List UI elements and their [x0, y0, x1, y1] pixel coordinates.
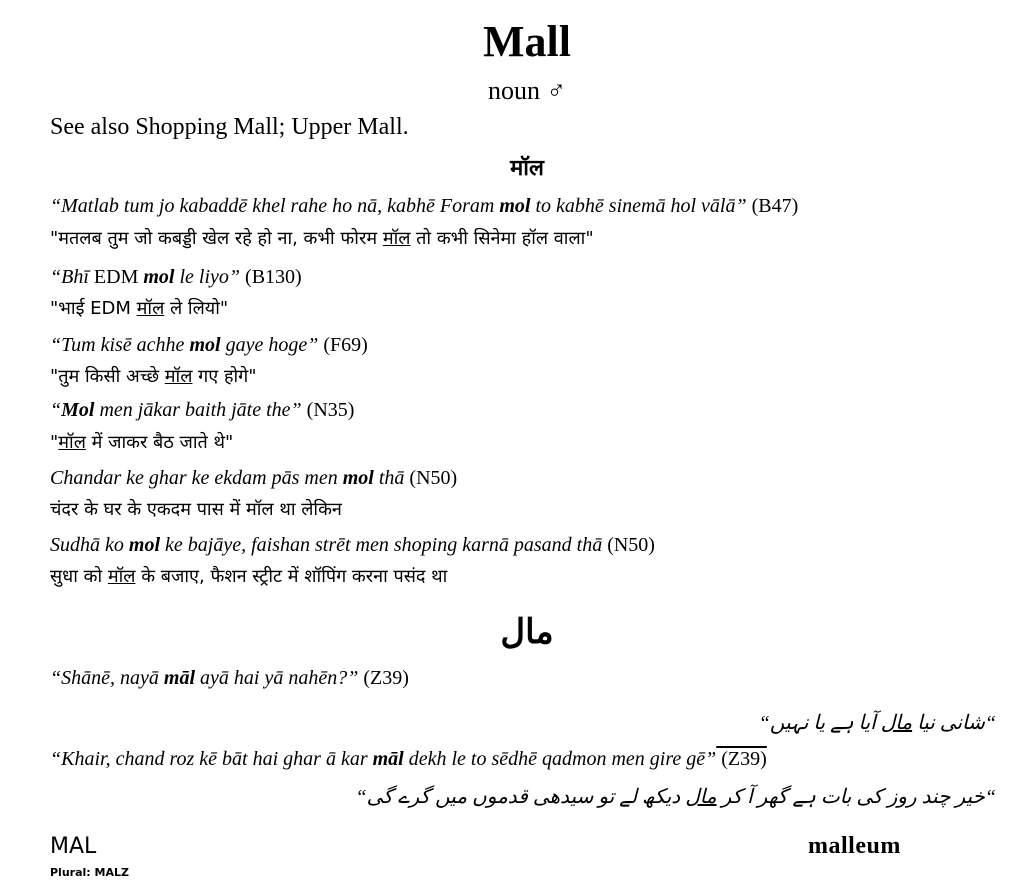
hindi-example-4-translit: “Mol men jākar baith jāte the” (N35): [50, 399, 355, 421]
hindi-example-2-devanagari: "भाई EDM मॉल ले लियो": [50, 298, 229, 319]
mal-label: MAL: [50, 834, 97, 859]
hindi-heading: मॉल: [510, 156, 544, 181]
urdu-example-2-translit: “Khair, chand roz kē bāt hai ghar ā kar māl dekh le to sēdhē qadmon men gire gē” (Z39): [50, 748, 767, 770]
hindi-example-4-devanagari: "मॉल में जाकर बैठ जाते थे": [50, 432, 234, 453]
urdu-example-1-script: “شانی نیا مال آیا ہے یا نہیں“: [758, 712, 996, 734]
urdu-example-2-script: “خیر چند روز کی بات ہے گھر آ کر مال دیکھ لے تو سیدھی قدموں میں گرے گی“: [355, 786, 996, 808]
see-also: See also Shopping Mall; Upper Mall.: [50, 114, 409, 140]
hindi-example-6-translit: Sudhā ko mol ke bajāye, faishan strēt men shoping karnā pasand thā (N50): [50, 534, 655, 556]
part-of-speech: noun ♂: [488, 76, 566, 105]
urdu-example-1-translit: “Shānē, nayā māl ayā hai yā nahēn?” (Z39): [50, 667, 409, 689]
hindi-example-3-translit: “Tum kisē achhe mol gaye hoge” (F69): [50, 334, 368, 356]
hindi-example-2-translit: “Bhī EDM mol le liyo” (B130): [50, 266, 302, 288]
hindi-example-5-translit: Chandar ke ghar ke ekdam pās men mol thā (N50): [50, 467, 458, 489]
hindi-example-1-devanagari: "मतलब तुम जो कबड्डी खेल रहे हो ना, कभी फोरम मॉल तो कभी सिनेमा हॉल वाला": [50, 228, 594, 249]
hindi-example-6-devanagari: सुधा को मॉल के बजाए, फैशन स्ट्रीट में शॉपिंग करना पसंद था: [50, 566, 448, 587]
plural-label: Plural: MALZ: [50, 866, 129, 879]
hindi-example-5-devanagari: चंदर के घर के एकदम पास में मॉल था लेकिन: [50, 499, 342, 520]
hindi-example-3-devanagari: "तुम किसी अच्छे मॉल गए होगे": [50, 366, 257, 387]
urdu-heading: مال: [500, 614, 554, 651]
hindi-example-1-translit: “Matlab tum jo kabaddē khel rahe ho nā, kabhē Foram mol to kabhē sinemā hol vālā” (B47): [50, 195, 799, 217]
headword: Mall: [483, 17, 571, 66]
malleum-label: malleum: [808, 833, 901, 859]
